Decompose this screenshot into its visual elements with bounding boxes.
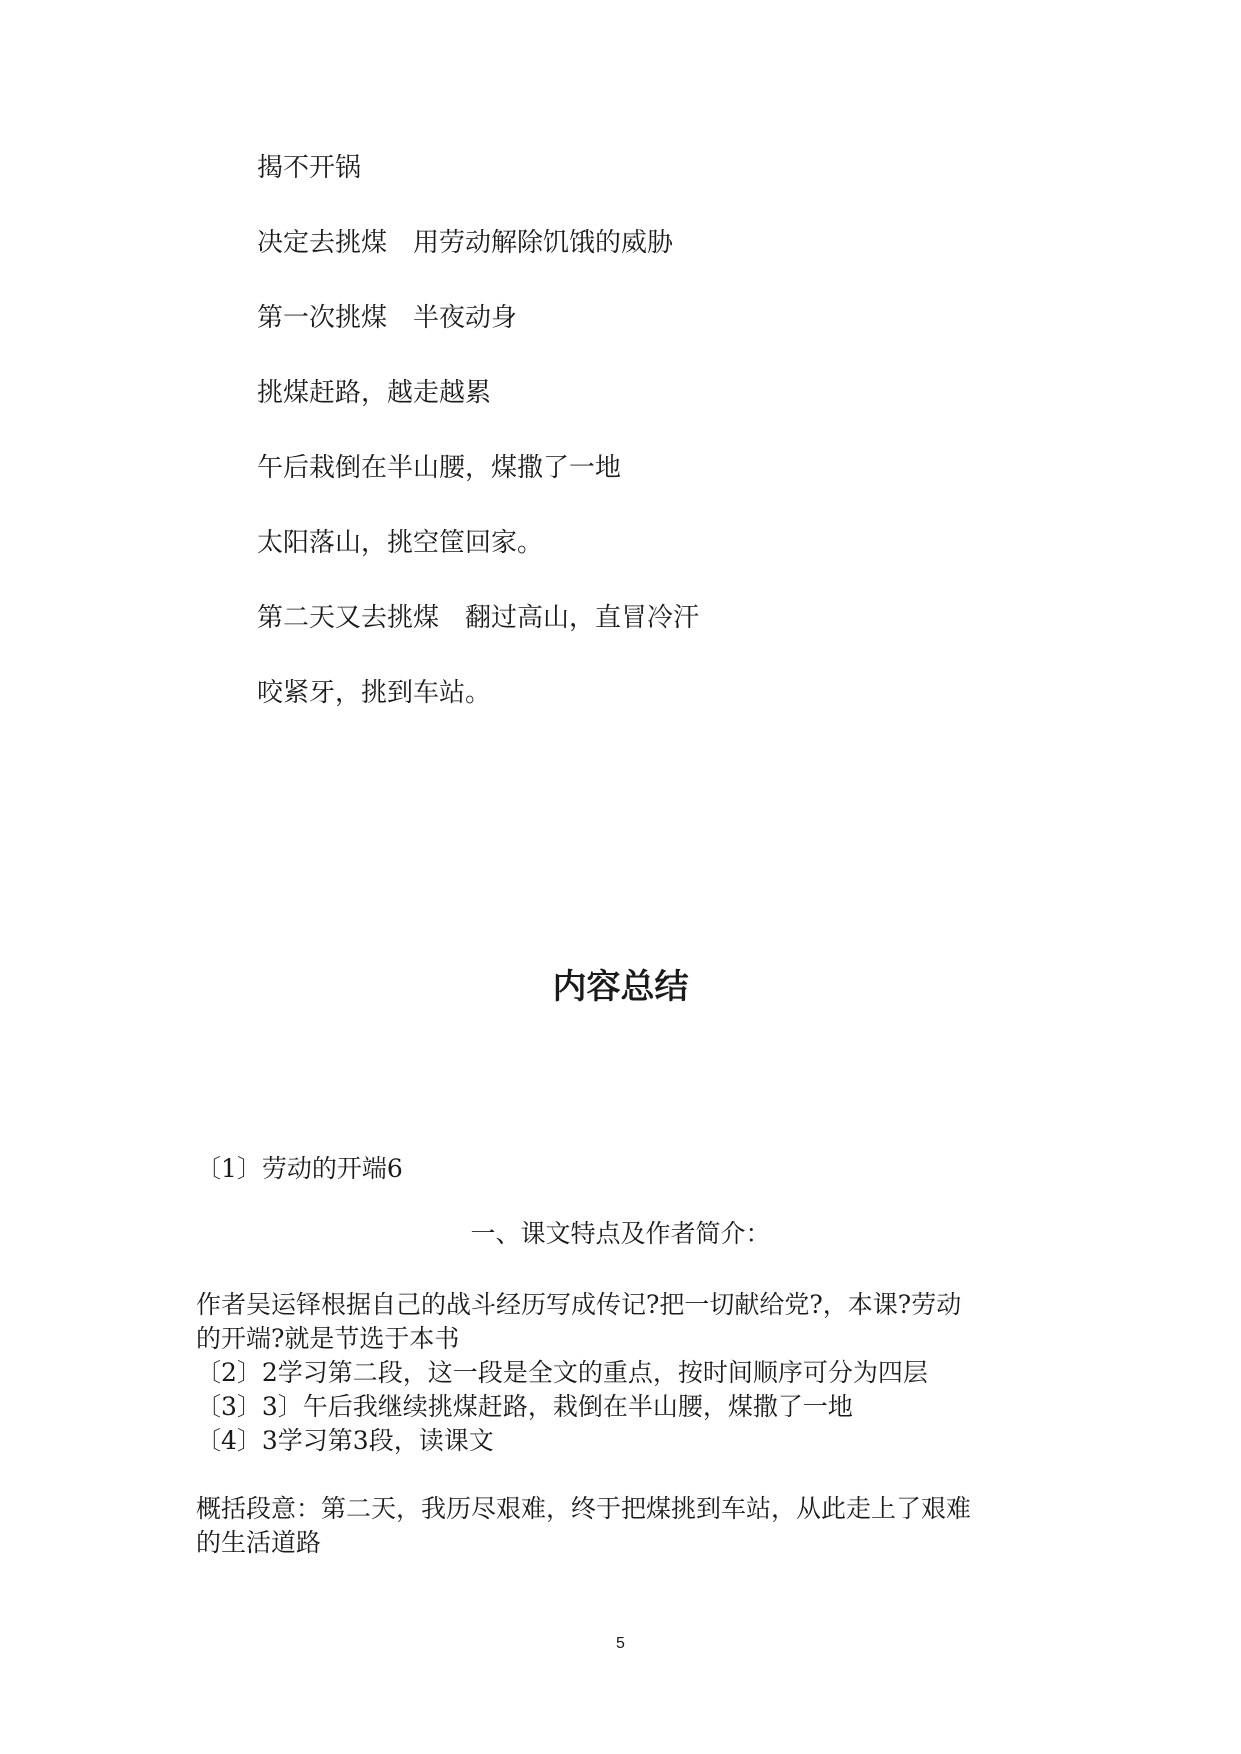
outline-line: 决定去挑煤 用劳动解除饥饿的威胁 bbox=[257, 228, 674, 258]
summary-item-4: 〔4〕3学习第3段，读课文 bbox=[196, 1426, 494, 1455]
paragraph-gap bbox=[196, 1458, 1056, 1492]
conclusion-line: 的生活道路 bbox=[196, 1528, 322, 1557]
page-number: 5 bbox=[616, 1635, 625, 1652]
section-heading: 一、课文特点及作者简介： bbox=[470, 1219, 771, 1248]
summary-heading: 内容总结 bbox=[552, 967, 689, 1007]
outline-line: 午后栽倒在半山腰，煤撒了一地 bbox=[257, 453, 622, 483]
outline-line: 挑煤赶路，越走越累 bbox=[257, 378, 492, 408]
summary-item-2: 〔2〕2学习第二段，这一段是全文的重点，按时间顺序可分为四层 bbox=[196, 1358, 928, 1387]
outline-line: 揭不开锅 bbox=[257, 153, 362, 183]
summary-body bbox=[196, 1288, 1056, 1560]
conclusion-line: 概括段意：第二天，我历尽艰难，终于把煤挑到车站，从此走上了艰难 bbox=[196, 1494, 972, 1523]
summary-item-3: 〔3〕3〕午后我继续挑煤赶路，栽倒在半山腰，煤撒了一地 bbox=[196, 1392, 853, 1421]
intro-line: 的开端?就是节选于本书 bbox=[196, 1324, 460, 1353]
outline-line: 太阳落山，挑空筐回家。 bbox=[257, 528, 544, 558]
summary-item-1: 〔1〕劳动的开端6 bbox=[196, 1154, 403, 1183]
outline-line: 咬紧牙，挑到车站。 bbox=[257, 678, 492, 708]
outline-line: 第一次挑煤 半夜动身 bbox=[257, 303, 518, 333]
lesson-outline bbox=[257, 150, 699, 750]
intro-line: 作者吴运铎根据自己的战斗经历写成传记?把一切献给党?，本课?劳动 bbox=[196, 1290, 962, 1319]
outline-line: 第二天又去挑煤 翻过高山，直冒冷汗 bbox=[257, 603, 700, 633]
